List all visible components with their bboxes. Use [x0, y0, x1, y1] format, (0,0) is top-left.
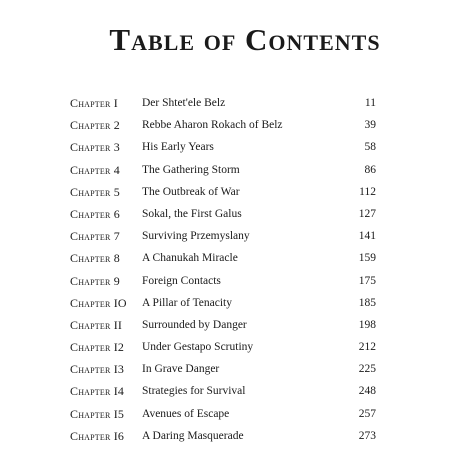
toc-row — [0, 336, 452, 358]
chapter-label: Chapter I3 — [70, 362, 125, 377]
toc-row — [0, 114, 452, 136]
chapter-label: Chapter I5 — [70, 406, 125, 421]
chapter-title: A Pillar of Tenacity — [142, 296, 233, 309]
toc-row — [0, 92, 452, 114]
chapter-label: Chapter IO — [70, 295, 127, 310]
toc-row — [0, 270, 452, 292]
chapter-title: In Grave Danger — [142, 363, 220, 376]
chapter-page-number: 273 — [358, 429, 376, 442]
toc-row — [0, 403, 452, 425]
chapter-title: The Gathering Storm — [142, 163, 240, 176]
chapter-label: Chapter I2 — [70, 340, 125, 355]
chapter-label: Chapter 5 — [70, 184, 120, 199]
chapter-page-number: 11 — [364, 97, 376, 109]
chapter-page-number: 248 — [358, 385, 376, 398]
chapter-page-number: 39 — [364, 119, 376, 132]
page-title: Table of Contents — [109, 21, 381, 57]
chapter-page-number: 225 — [358, 363, 376, 376]
toc-row — [0, 225, 452, 247]
chapter-label: Chapter 3 — [70, 140, 120, 155]
chapter-title: Sokal, the First Galus — [142, 207, 242, 220]
chapter-page-number: 212 — [358, 341, 376, 354]
chapter-title: Avenues of Escape — [142, 407, 230, 420]
chapter-label: Chapter 7 — [70, 229, 120, 244]
chapter-label: Chapter 2 — [70, 118, 120, 133]
chapter-page-number: 127 — [358, 207, 376, 220]
chapter-title: Foreign Contacts — [142, 274, 221, 287]
chapter-title: Strategies for Survival — [142, 385, 246, 398]
chapter-title: Surrounded by Danger — [142, 318, 247, 331]
chapter-page-number: 141 — [358, 230, 376, 243]
toc-row — [0, 136, 452, 158]
chapter-page-number: 112 — [359, 185, 376, 198]
chapter-title: Surviving Przemyslany — [142, 230, 250, 243]
chapter-label: Chapter 6 — [70, 206, 120, 221]
chapter-page-number: 58 — [364, 141, 376, 154]
toc-row — [0, 247, 452, 269]
table-of-contents — [0, 92, 452, 447]
chapter-page-number: 159 — [358, 252, 376, 265]
toc-row — [0, 358, 452, 380]
chapter-label: Chapter 4 — [70, 162, 120, 177]
chapter-page-number: 86 — [364, 163, 376, 176]
chapter-title: A Chanukah Miracle — [142, 252, 238, 265]
chapter-page-number: 257 — [358, 407, 376, 420]
chapter-label: Chapter I — [70, 96, 118, 110]
toc-row — [0, 380, 452, 402]
toc-row — [0, 181, 452, 203]
chapter-label: Chapter 9 — [70, 273, 120, 288]
chapter-page-number: 185 — [358, 296, 376, 309]
toc-row — [0, 292, 452, 314]
toc-row — [0, 203, 452, 225]
toc-row — [0, 159, 452, 181]
toc-row — [0, 314, 452, 336]
chapter-label: Chapter II — [70, 317, 123, 332]
chapter-title: His Early Years — [142, 141, 214, 154]
chapter-title: Under Gestapo Scrutiny — [142, 341, 254, 354]
chapter-label: Chapter 8 — [70, 251, 120, 266]
chapter-title: A Daring Masquerade — [142, 429, 244, 442]
chapter-title: Der Shtet'ele Belz — [142, 97, 226, 109]
chapter-title: Rebbe Aharon Rokach of Belz — [142, 119, 283, 132]
toc-row — [0, 425, 452, 447]
chapter-page-number: 198 — [358, 318, 376, 331]
chapter-label: Chapter I4 — [70, 384, 125, 399]
chapter-label: Chapter I6 — [70, 428, 125, 443]
chapter-page-number: 175 — [358, 274, 376, 287]
chapter-title: The Outbreak of War — [142, 185, 240, 198]
